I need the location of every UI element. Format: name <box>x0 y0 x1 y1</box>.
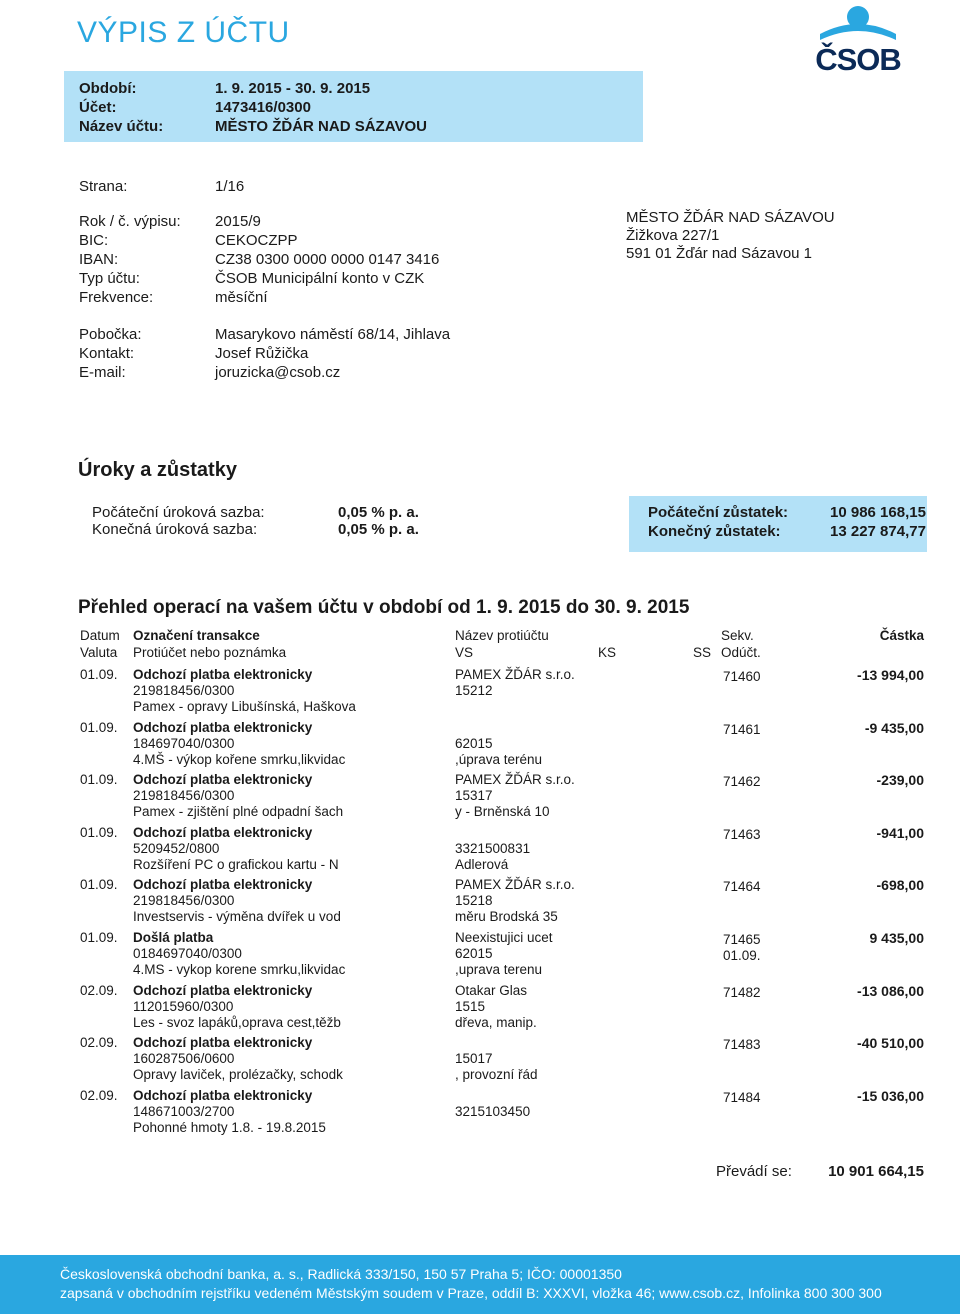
row-vs: 15017 <box>455 1051 493 1066</box>
row-type: Odchozí platba elektronicky <box>133 720 313 735</box>
account-label: Účet: <box>79 99 117 116</box>
row-counter-name: PAMEX ŽĎÁR s.r.o. <box>455 667 575 682</box>
row-type: Odchozí platba elektronicky <box>133 877 313 892</box>
row-account: 112015960/0300 <box>133 999 234 1014</box>
row-vs: 3321500831 <box>455 841 531 856</box>
operations-heading: Přehled operací na vašem účtu v období od 1. 9. 2015 do 30. 9. 2015 <box>78 597 690 618</box>
bic-label: BIC: <box>79 232 109 249</box>
row-vs: 15212 <box>455 683 493 698</box>
col-vs-header: VS <box>455 645 474 660</box>
row-counter-note: dřeva, manip. <box>455 1015 537 1030</box>
account-value: 1473416/0300 <box>215 99 311 116</box>
frequency-label: Frekvence: <box>79 289 154 306</box>
row-note: Pamex - opravy Libušínská, Haškova <box>133 699 356 714</box>
col-ks-header: KS <box>598 645 617 660</box>
row-note: Pamex - zjištění plné odpadní šach <box>133 804 344 819</box>
row-date: 01.09. <box>80 667 118 682</box>
row-date: 01.09. <box>80 720 118 735</box>
row-date: 02.09. <box>80 983 118 998</box>
col-valuta-header: Valuta <box>80 645 118 660</box>
row-account: 219818456/0300 <box>133 788 235 803</box>
col-seq-header: Sekv. <box>721 628 754 643</box>
row-sequence: 71465 <box>723 932 761 947</box>
row-amount: -13 086,00 <box>857 983 924 999</box>
row-sequence: 71483 <box>723 1037 761 1052</box>
row-counter-name: Otakar Glas <box>455 983 528 998</box>
row-counter-note: měru Brodská 35 <box>455 909 558 924</box>
row-sequence: 71460 <box>723 669 761 684</box>
row-amount: -941,00 <box>876 825 924 841</box>
row-account: 184697040/0300 <box>133 736 235 751</box>
statement-number-value: 2015/9 <box>215 213 261 230</box>
account-name-label: Název účtu: <box>79 118 164 135</box>
row-account: 5209452/0800 <box>133 841 220 856</box>
row-oducet: 01.09. <box>723 948 761 963</box>
row-type: Odchozí platba elektronicky <box>133 825 313 840</box>
row-sequence: 71461 <box>723 722 761 737</box>
initial-rate-value: 0,05 % p. a. <box>338 504 419 521</box>
row-vs: 1515 <box>455 999 486 1014</box>
row-sequence: 71464 <box>723 879 761 894</box>
rates-heading: Úroky a zůstatky <box>78 459 237 481</box>
row-amount: -15 036,00 <box>857 1088 924 1104</box>
row-counter-note: ,úprava terénu <box>455 752 543 767</box>
row-note: Rozšíření PC o grafickou kartu - N <box>133 857 339 872</box>
carry-value: 10 901 664,15 <box>828 1163 924 1180</box>
initial-rate-label: Počáteční úroková sazba: <box>92 504 265 521</box>
row-type: Odchozí platba elektronicky <box>133 983 313 998</box>
row-type: Odchozí platba elektronicky <box>133 667 313 682</box>
row-sequence: 71463 <box>723 827 761 842</box>
row-amount: -239,00 <box>876 772 924 788</box>
row-account: 219818456/0300 <box>133 683 235 698</box>
period-label: Období: <box>79 80 137 97</box>
row-date: 01.09. <box>80 772 118 787</box>
row-date: 02.09. <box>80 1035 118 1050</box>
row-counter-name: PAMEX ŽĎÁR s.r.o. <box>455 772 575 787</box>
logo-text: ČSOB <box>815 42 901 77</box>
row-date: 01.09. <box>80 877 118 892</box>
frequency-value: měsíční <box>215 289 268 306</box>
bic-value: CEKOCZPP <box>215 232 298 249</box>
row-account: 0184697040/0300 <box>133 946 242 961</box>
row-vs: 62015 <box>455 736 493 751</box>
row-date: 01.09. <box>80 930 118 945</box>
row-amount: -40 510,00 <box>857 1035 924 1051</box>
address-line-1: MĚSTO ŽĎÁR NAD SÁZAVOU <box>626 209 835 226</box>
account-type-label: Typ účtu: <box>79 270 140 287</box>
col-counter-header: Protiúčet nebo poznámka <box>133 645 287 660</box>
branch-value: Masarykovo náměstí 68/14, Jihlava <box>215 326 451 343</box>
page-title: VÝPIS Z ÚČTU <box>77 16 290 49</box>
row-note: Pohonné hmoty 1.8. - 19.8.2015 <box>133 1120 326 1135</box>
final-balance-value: 13 227 874,77 <box>830 523 926 540</box>
row-date: 01.09. <box>80 825 118 840</box>
row-amount: -698,00 <box>876 877 924 893</box>
row-note: 4.MS - vykop korene smrku,likvidac <box>133 962 346 977</box>
account-name-value: MĚSTO ŽĎÁR NAD SÁZAVOU <box>215 118 427 135</box>
initial-balance-label: Počáteční zůstatek: <box>648 504 789 521</box>
row-type: Došlá platba <box>133 930 214 945</box>
statement-number-label: Rok / č. výpisu: <box>79 213 181 230</box>
row-vs: 15218 <box>455 893 493 908</box>
page-label: Strana: <box>79 178 128 195</box>
contact-value: Josef Růžička <box>215 345 309 362</box>
footer-bar <box>0 1255 960 1314</box>
row-sequence: 71482 <box>723 985 761 1000</box>
row-vs: 15317 <box>455 788 493 803</box>
period-value: 1. 9. 2015 - 30. 9. 2015 <box>215 80 371 97</box>
row-counter-note: , provozní řád <box>455 1067 538 1082</box>
account-type-value: ČSOB Municipální konto v CZK <box>215 270 425 287</box>
row-vs: 62015 <box>455 946 493 961</box>
row-counter-note: Adlerová <box>455 857 509 872</box>
row-account: 148671003/2700 <box>133 1104 235 1119</box>
final-rate-label: Konečná úroková sazba: <box>92 521 258 538</box>
row-type: Odchozí platba elektronicky <box>133 772 313 787</box>
initial-balance-value: 10 986 168,15 <box>830 504 926 521</box>
address-line-3: 591 01 Žďár nad Sázavou 1 <box>626 245 813 262</box>
row-counter-name: PAMEX ŽĎÁR s.r.o. <box>455 877 575 892</box>
footer-line-1: Československá obchodní banka, a. s., Radlická 333/150, 150 57 Praha 5; IČO: 00001350 <box>60 1266 622 1282</box>
csob-logo <box>808 4 908 78</box>
col-name-header: Název protiúčtu <box>455 628 549 643</box>
row-amount: -13 994,00 <box>857 667 924 683</box>
row-type: Odchozí platba elektronicky <box>133 1035 313 1050</box>
row-note: Les - svoz lapáků,oprava cest,těžb <box>133 1015 341 1030</box>
row-amount: -9 435,00 <box>864 720 924 736</box>
col-amount-header: Částka <box>879 628 924 643</box>
page-value: 1/16 <box>215 178 245 195</box>
branch-label: Pobočka: <box>79 326 142 343</box>
col-desc-header: Označení transakce <box>133 628 260 643</box>
carry-label: Převádí se: <box>716 1163 792 1180</box>
row-amount: 9 435,00 <box>869 930 924 946</box>
row-sequence: 71484 <box>723 1090 761 1105</box>
row-note: 4.MŠ - výkop kořene smrku,likvidac <box>133 752 346 767</box>
row-vs: 3215103450 <box>455 1104 531 1119</box>
row-sequence: 71462 <box>723 774 761 789</box>
row-note: Opravy laviček, prolézačky, schodk <box>133 1067 343 1082</box>
final-rate-value: 0,05 % p. a. <box>338 521 419 538</box>
row-account: 219818456/0300 <box>133 893 235 908</box>
row-counter-name: Neexistujici ucet <box>455 930 553 945</box>
row-date: 02.09. <box>80 1088 118 1103</box>
row-counter-note: y - Brněnská 10 <box>455 804 550 819</box>
email-label: E-mail: <box>79 364 126 381</box>
final-balance-label: Konečný zůstatek: <box>648 523 781 540</box>
footer-line-2: zapsaná v obchodním rejstříku vedeném Městským soudem v Praze, oddíl B: XXXVI, vložka 46; www.csob.cz, Infolinka 800 300 300 <box>60 1285 882 1301</box>
row-note: Investservis - výměna dvířek u vod <box>133 909 341 924</box>
contact-label: Kontakt: <box>79 345 135 362</box>
email-value[interactable]: joruzicka@csob.cz <box>215 364 341 381</box>
row-type: Odchozí platba elektronicky <box>133 1088 313 1103</box>
col-ss-header: SS <box>693 645 712 660</box>
address-line-2: Žižkova 227/1 <box>626 227 720 244</box>
col-oducet-header: Odúčt. <box>721 645 761 660</box>
row-account: 160287506/0600 <box>133 1051 235 1066</box>
iban-label: IBAN: <box>79 251 119 268</box>
iban-value: CZ38 0300 0000 0000 0147 3416 <box>215 251 440 268</box>
row-counter-note: ,uprava terenu <box>455 962 543 977</box>
col-date-header: Datum <box>80 628 120 643</box>
